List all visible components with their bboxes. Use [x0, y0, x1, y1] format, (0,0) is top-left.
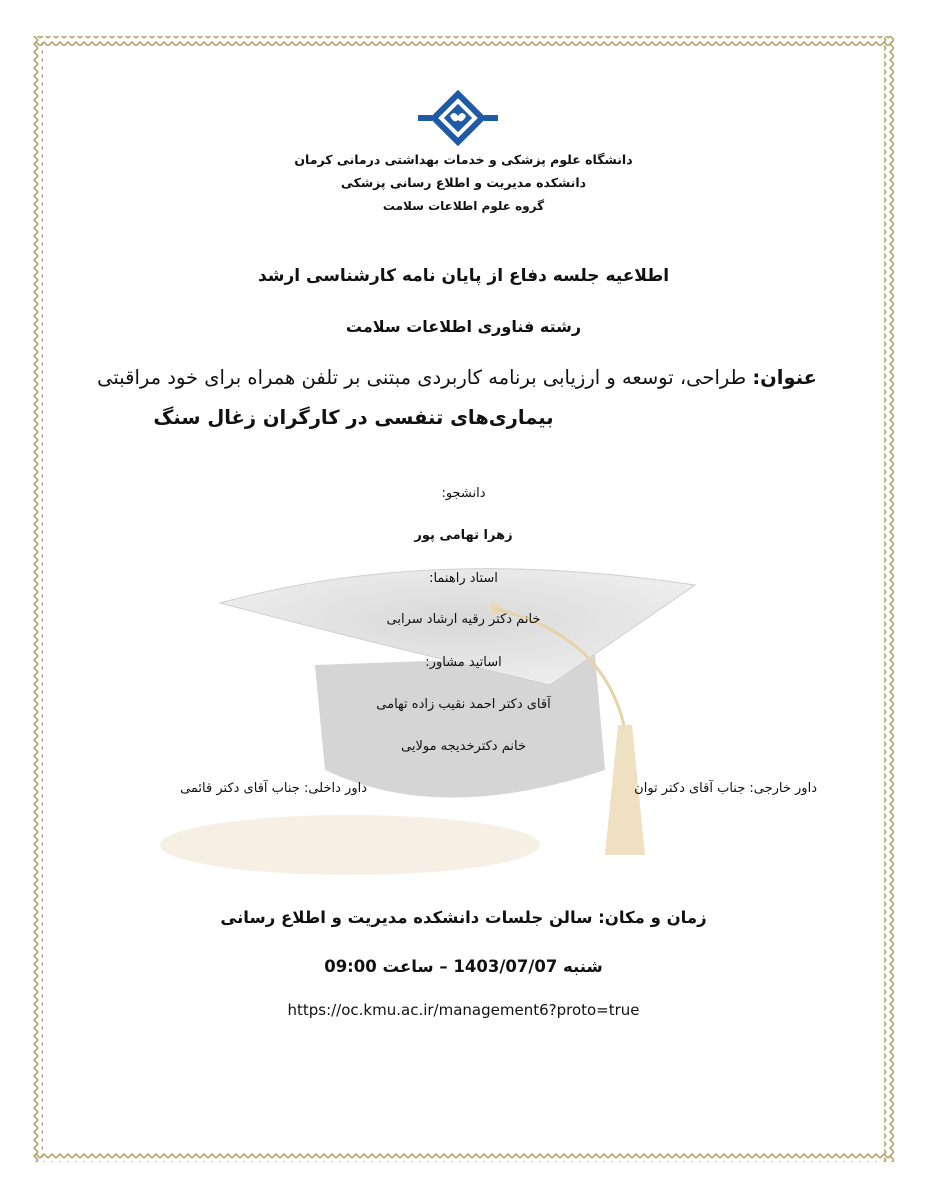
supervisor-name: خانم دکتر رقیه ارشاد سرابی [386, 612, 541, 627]
student-name: زهرا تهامی پور [414, 528, 513, 543]
title-label: عنوان: [752, 366, 817, 389]
field-name: رشته فناوری اطلاعات سلامت [345, 317, 582, 336]
internal-examiner: داور داخلی: جناب آقای دکتر قائمی [180, 781, 367, 796]
title-text: طراحی، توسعه و ارزیابی برنامه کاربردی مبتنی بر تلفن همراه برای خود مراقبتی [97, 366, 753, 389]
session-datetime: شنبه 1403/07/07 – ساعت 09:00 [324, 957, 603, 976]
announcement-heading: اطلاعیه جلسه دفاع از پایان نامه کارشناسی ارشد [257, 266, 670, 286]
university-name: دانشگاه علوم پزشکی و خدمات بهداشتی درمانی کرمان [294, 152, 633, 167]
thesis-title-line2: بیماری‌های تنفسی در کارگران زغال سنگ [153, 406, 554, 429]
external-examiner: داور خارجی: جناب آقای دکتر توان [634, 781, 817, 796]
advisor-2-name: خانم دکترخدیجه مولایی [401, 739, 526, 754]
advisor-1-name: آقای دکتر احمد نقیب زاده تهامی [376, 697, 551, 712]
session-link[interactable]: https://oc.kmu.ac.ir/management6?proto=true [287, 1001, 640, 1019]
student-label: دانشجو: [441, 486, 486, 501]
group-name: گروه علوم اطلاعات سلامت [382, 199, 545, 213]
supervisor-label: استاد راهنما: [429, 571, 498, 586]
advisors-label: اساتید مشاور: [425, 655, 502, 670]
faculty-name: دانشکده مدیریت و اطلاع رسانی پزشکی [340, 175, 587, 190]
session-place: زمان و مکان: سالن جلسات دانشکده مدیریت و اطلاع رسانی [220, 908, 707, 927]
university-logo-icon [418, 88, 498, 148]
thesis-title-line1 [97, 366, 817, 389]
